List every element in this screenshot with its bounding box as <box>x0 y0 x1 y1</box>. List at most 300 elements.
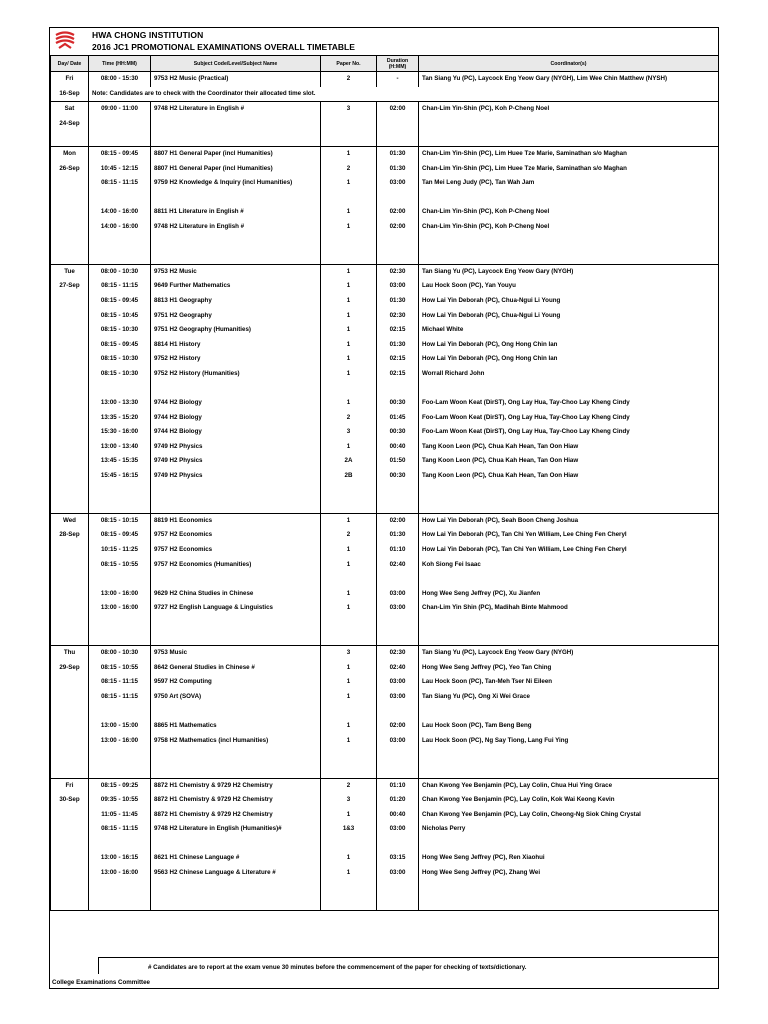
time-cell: 13:35 - 15:20 <box>89 411 151 426</box>
day-cell <box>51 498 89 513</box>
coordinator-cell: How Lai Yin Deborah (PC), Ong Hong Chin Ian <box>419 352 719 367</box>
subject-cell: 8872 H1 Chemistry & 9729 H2 Chemistry <box>151 793 321 808</box>
time-cell: 08:15 - 10:45 <box>89 309 151 324</box>
subject-cell: 9597 H2 Computing <box>151 675 321 690</box>
coordinator-cell <box>419 631 719 646</box>
paper-cell <box>321 837 377 852</box>
table-row <box>51 851 719 866</box>
duration-cell: 03:00 <box>377 601 419 616</box>
duration-cell: 02:15 <box>377 352 419 367</box>
subject-cell <box>151 381 321 396</box>
coordinator-cell: How Lai Yin Deborah (PC), Tan Chi Yen William, Lee Ching Fen Cheryl <box>419 528 719 543</box>
coordinator-cell: Tan Siang Yu (PC), Laycock Eng Yeow Gary (NYGH) <box>419 264 719 279</box>
coordinator-cell: Chan Kwong Yee Benjamin (PC), Lay Colin, Chua Hui Ying Grace <box>419 778 719 793</box>
table-row <box>51 719 719 734</box>
table-row <box>51 425 719 440</box>
subject-cell: 8811 H1 Literature in English # <box>151 205 321 220</box>
table-row <box>51 131 719 146</box>
day-cell <box>51 131 89 146</box>
paper-cell: 2 <box>321 411 377 426</box>
day-cell <box>51 690 89 705</box>
time-cell: 08:15 - 10:30 <box>89 352 151 367</box>
day-cell <box>51 616 89 631</box>
timetable-sheet <box>49 27 719 989</box>
time-cell: 08:15 - 09:45 <box>89 528 151 543</box>
coordinator-cell <box>419 748 719 763</box>
day-cell <box>51 411 89 426</box>
coordinator-cell: Hong Wee Seng Jeffrey (PC), Zhang Wei <box>419 866 719 881</box>
day-cell: 27-Sep <box>51 279 89 294</box>
subject-cell <box>151 895 321 910</box>
time-cell <box>89 498 151 513</box>
document-header <box>50 28 718 55</box>
time-cell: 13:45 - 15:35 <box>89 454 151 469</box>
col-header-day: Day/ Date <box>51 56 89 72</box>
paper-cell <box>321 705 377 720</box>
day-cell <box>51 381 89 396</box>
coordinator-cell: Nicholas Perry <box>419 822 719 837</box>
subject-cell: 9749 H2 Physics <box>151 454 321 469</box>
duration-cell: 02:30 <box>377 264 419 279</box>
time-cell <box>89 631 151 646</box>
paper-cell: 1 <box>321 338 377 353</box>
coordinator-cell <box>419 131 719 146</box>
duration-cell <box>377 381 419 396</box>
duration-cell: 03:00 <box>377 279 419 294</box>
subject-cell: 9750 Art (SOVA) <box>151 690 321 705</box>
duration-cell: 02:40 <box>377 558 419 573</box>
paper-cell: 1 <box>321 309 377 324</box>
paper-cell <box>321 381 377 396</box>
table-row <box>51 396 719 411</box>
day-cell <box>51 396 89 411</box>
coordinator-cell <box>419 249 719 264</box>
table-row <box>51 249 719 264</box>
paper-cell <box>321 484 377 499</box>
table-row <box>51 866 719 881</box>
time-cell: 08:15 - 10:30 <box>89 323 151 338</box>
day-cell: Wed <box>51 513 89 528</box>
subject-cell <box>151 631 321 646</box>
day-cell <box>51 309 89 324</box>
time-cell: 08:15 - 11:15 <box>89 675 151 690</box>
paper-cell: 2 <box>321 528 377 543</box>
paper-cell: 1 <box>321 851 377 866</box>
paper-cell: 2A <box>321 454 377 469</box>
day-cell <box>51 719 89 734</box>
table-row <box>51 279 719 294</box>
coordinator-cell: How Lai Yin Deborah (PC), Chua-Ngui Li Young <box>419 309 719 324</box>
day-cell <box>51 631 89 646</box>
paper-cell: 1 <box>321 176 377 191</box>
paper-cell: 1 <box>321 323 377 338</box>
coordinator-cell <box>419 191 719 206</box>
timetable <box>50 55 719 911</box>
paper-cell: 3 <box>321 646 377 661</box>
day-cell <box>51 587 89 602</box>
time-cell: 13:00 - 15:00 <box>89 719 151 734</box>
duration-cell <box>377 498 419 513</box>
day-cell: 28-Sep <box>51 528 89 543</box>
paper-cell <box>321 191 377 206</box>
paper-cell <box>321 572 377 587</box>
table-row <box>51 352 719 367</box>
subject-cell: 9563 H2 Chinese Language & Literature # <box>151 866 321 881</box>
subject-cell: 9751 H2 Geography (Humanities) <box>151 323 321 338</box>
subject-cell <box>151 484 321 499</box>
duration-cell: 01:20 <box>377 793 419 808</box>
table-row <box>51 881 719 896</box>
time-cell <box>89 235 151 250</box>
paper-cell: 1 <box>321 294 377 309</box>
table-row <box>51 558 719 573</box>
header-row <box>51 56 719 72</box>
paper-cell <box>321 748 377 763</box>
duration-cell <box>377 191 419 206</box>
table-row <box>51 205 719 220</box>
time-cell: 08:15 - 11:15 <box>89 690 151 705</box>
duration-cell: 01:30 <box>377 528 419 543</box>
subject-cell: 8819 H1 Economics <box>151 513 321 528</box>
time-cell: 08:15 - 11:15 <box>89 822 151 837</box>
day-cell <box>51 440 89 455</box>
paper-cell: 1 <box>321 367 377 382</box>
day-cell <box>51 866 89 881</box>
coordinator-cell: Tang Koon Leon (PC), Chua Kah Hean, Tan Oon Hiaw <box>419 469 719 484</box>
paper-cell: 1 <box>321 513 377 528</box>
time-cell <box>89 837 151 852</box>
subject-cell: 8814 H1 History <box>151 338 321 353</box>
day-cell <box>51 294 89 309</box>
day-cell <box>51 249 89 264</box>
day-cell <box>51 572 89 587</box>
day-cell <box>51 837 89 852</box>
table-row <box>51 895 719 910</box>
coordinator-cell <box>419 572 719 587</box>
duration-cell: 03:00 <box>377 587 419 602</box>
paper-cell: 2 <box>321 72 377 87</box>
duration-cell <box>377 881 419 896</box>
paper-cell: 1 <box>321 690 377 705</box>
time-cell: 15:30 - 16:00 <box>89 425 151 440</box>
time-cell: 13:00 - 16:00 <box>89 587 151 602</box>
time-cell <box>89 616 151 631</box>
day-cell: Sat <box>51 102 89 117</box>
time-cell: 08:15 - 09:45 <box>89 338 151 353</box>
time-cell: 08:15 - 11:15 <box>89 279 151 294</box>
subject-cell: 9753 H2 Music (Practical) <box>151 72 321 87</box>
paper-cell <box>321 881 377 896</box>
table-row <box>51 440 719 455</box>
paper-cell: 1 <box>321 220 377 235</box>
day-cell <box>51 367 89 382</box>
coordinator-cell: Chan-Lim Yin-Shin (PC), Lim Huee Tze Marie, Saminathan s/o Maghan <box>419 146 719 161</box>
time-cell: 10:45 - 12:15 <box>89 162 151 177</box>
subject-cell: 9752 H2 History <box>151 352 321 367</box>
duration-cell: 02:15 <box>377 367 419 382</box>
subject-cell <box>151 616 321 631</box>
subject-cell: 8872 H1 Chemistry & 9729 H2 Chemistry <box>151 778 321 793</box>
paper-cell: 3 <box>321 102 377 117</box>
subject-cell: 9748 H2 Literature in English # <box>151 102 321 117</box>
table-row <box>51 498 719 513</box>
paper-cell: 1 <box>321 661 377 676</box>
subject-cell <box>151 131 321 146</box>
coordinator-cell: Chan Kwong Yee Benjamin (PC), Lay Colin, Cheong-Ng Siok Ching Crystal <box>419 808 719 823</box>
duration-cell <box>377 572 419 587</box>
paper-cell: 1 <box>321 205 377 220</box>
time-cell: 08:15 - 10:55 <box>89 558 151 573</box>
subject-cell <box>151 572 321 587</box>
time-cell <box>89 249 151 264</box>
duration-cell: 03:00 <box>377 176 419 191</box>
subject-cell: 9748 H2 Literature in English (Humanities)# <box>151 822 321 837</box>
document-title: 2016 JC1 PROMOTIONAL EXAMINATIONS OVERALL TIMETABLE <box>92 42 355 52</box>
day-cell <box>51 425 89 440</box>
table-row <box>51 528 719 543</box>
col-header-coordinator: Coordinator(s) <box>419 56 719 72</box>
footnote-divider <box>98 957 718 958</box>
time-cell: 15:45 - 16:15 <box>89 469 151 484</box>
duration-cell <box>377 631 419 646</box>
paper-cell: 1 <box>321 396 377 411</box>
coordinator-cell: Hong Wee Seng Jeffrey (PC), Ren Xiaohui <box>419 851 719 866</box>
time-cell <box>89 895 151 910</box>
paper-cell <box>321 895 377 910</box>
day-cell <box>51 191 89 206</box>
coordinator-cell: Worrall Richard John <box>419 367 719 382</box>
subject-cell <box>151 705 321 720</box>
paper-cell <box>321 763 377 778</box>
table-row <box>51 808 719 823</box>
time-cell <box>89 191 151 206</box>
school-name: HWA CHONG INSTITUTION <box>92 30 204 40</box>
time-cell: 13:00 - 13:30 <box>89 396 151 411</box>
day-cell: Tue <box>51 264 89 279</box>
paper-cell: 1 <box>321 558 377 573</box>
table-row <box>51 631 719 646</box>
duration-cell: 01:10 <box>377 778 419 793</box>
table-row <box>51 837 719 852</box>
coordinator-cell <box>419 616 719 631</box>
coordinator-cell: Lau Hock Soon (PC), Ng Say Tiong, Lang Fui Ying <box>419 734 719 749</box>
day-cell <box>51 220 89 235</box>
subject-cell: 9629 H2 China Studies in Chinese <box>151 587 321 602</box>
table-row <box>51 661 719 676</box>
table-row <box>51 778 719 793</box>
coordinator-cell: Foo-Lam Woon Keat (DirST), Ong Lay Hua, Tay-Choo Lay Kheng Cindy <box>419 425 719 440</box>
coordinator-cell: Tan Mei Leng Judy (PC), Tan Wah Jam <box>419 176 719 191</box>
day-cell: 16-Sep <box>51 87 89 102</box>
table-row <box>51 294 719 309</box>
day-cell: Thu <box>51 646 89 661</box>
time-cell: 08:15 - 10:15 <box>89 513 151 528</box>
table-row <box>51 309 719 324</box>
paper-cell: 3 <box>321 425 377 440</box>
coordinator-cell: Foo-Lam Woon Keat (DirST), Ong Lay Hua, Tay-Choo Lay Kheng Cindy <box>419 396 719 411</box>
paper-cell: 3 <box>321 793 377 808</box>
table-row <box>51 338 719 353</box>
subject-cell <box>151 235 321 250</box>
duration-cell: 02:00 <box>377 205 419 220</box>
time-cell: 11:05 - 11:45 <box>89 808 151 823</box>
subject-cell <box>151 763 321 778</box>
time-cell: 08:00 - 10:30 <box>89 646 151 661</box>
subject-cell: 8872 H1 Chemistry & 9729 H2 Chemistry <box>151 808 321 823</box>
subject-cell: 9649 Further Mathematics <box>151 279 321 294</box>
duration-cell: 03:00 <box>377 822 419 837</box>
table-row <box>51 381 719 396</box>
paper-cell <box>321 131 377 146</box>
paper-cell: 1 <box>321 675 377 690</box>
time-cell <box>89 484 151 499</box>
duration-cell: 02:30 <box>377 309 419 324</box>
day-cell <box>51 734 89 749</box>
paper-cell <box>321 117 377 132</box>
paper-cell: 1 <box>321 601 377 616</box>
paper-cell: 1 <box>321 587 377 602</box>
subject-cell <box>151 498 321 513</box>
table-row <box>51 513 719 528</box>
day-cell <box>51 851 89 866</box>
paper-cell: 1 <box>321 264 377 279</box>
day-cell: Fri <box>51 778 89 793</box>
time-cell: 14:00 - 16:00 <box>89 205 151 220</box>
duration-cell <box>377 763 419 778</box>
table-row <box>51 102 719 117</box>
school-crest-icon <box>54 31 76 51</box>
day-cell <box>51 763 89 778</box>
coordinator-cell: Koh Siong Fei Isaac <box>419 558 719 573</box>
subject-cell <box>151 117 321 132</box>
time-cell <box>89 131 151 146</box>
subject-cell: 9744 H2 Biology <box>151 396 321 411</box>
duration-cell: 01:30 <box>377 294 419 309</box>
subject-cell: 8621 H1 Chinese Language # <box>151 851 321 866</box>
table-row <box>51 411 719 426</box>
table-row <box>51 793 719 808</box>
table-row <box>51 176 719 191</box>
table-row <box>51 454 719 469</box>
time-cell: 14:00 - 16:00 <box>89 220 151 235</box>
coordinator-cell <box>419 881 719 896</box>
subject-cell: 9759 H2 Knowledge & Inquiry (incl Humanities) <box>151 176 321 191</box>
duration-cell: 01:30 <box>377 146 419 161</box>
paper-cell: 1 <box>321 543 377 558</box>
coordinator-cell: Michael White <box>419 323 719 338</box>
duration-cell: 00:40 <box>377 808 419 823</box>
day-cell <box>51 748 89 763</box>
table-row <box>51 117 719 132</box>
duration-cell: 02:30 <box>377 646 419 661</box>
paper-cell: 2 <box>321 778 377 793</box>
time-cell <box>89 117 151 132</box>
table-row <box>51 543 719 558</box>
time-cell: 09:35 - 10:55 <box>89 793 151 808</box>
coordinator-cell: Chan-Lim Yin-Shin (PC), Koh P-Cheng Noel <box>419 205 719 220</box>
table-row <box>51 646 719 661</box>
footnote-divider-left <box>98 957 99 974</box>
day-cell <box>51 352 89 367</box>
time-cell: 08:15 - 10:30 <box>89 367 151 382</box>
paper-cell <box>321 616 377 631</box>
duration-cell: 01:10 <box>377 543 419 558</box>
table-row <box>51 690 719 705</box>
table-row <box>51 601 719 616</box>
coordinator-cell <box>419 705 719 720</box>
subject-cell <box>151 881 321 896</box>
coordinator-cell: How Lai Yin Deborah (PC), Chua-Ngui Li Young <box>419 294 719 309</box>
coordinator-cell <box>419 763 719 778</box>
coordinator-cell: Lau Hock Soon (PC), Tam Beng Beng <box>419 719 719 734</box>
table-row <box>51 763 719 778</box>
table-row <box>51 705 719 720</box>
day-cell <box>51 675 89 690</box>
day-cell: Fri <box>51 72 89 87</box>
coordinator-cell <box>419 895 719 910</box>
table-row <box>51 675 719 690</box>
coordinator-cell: Chan-Lim Yin-Shin (PC), Lim Huee Tze Marie, Saminathan s/o Maghan <box>419 162 719 177</box>
table-row <box>51 72 719 87</box>
day-cell <box>51 176 89 191</box>
table-row <box>51 235 719 250</box>
subject-cell: 9757 H2 Economics (Humanities) <box>151 558 321 573</box>
paper-cell: 1 <box>321 808 377 823</box>
table-row <box>51 264 719 279</box>
coordinator-cell: Hong Wee Seng Jeffrey (PC), Yeo Tan Ching <box>419 661 719 676</box>
duration-cell: 01:50 <box>377 454 419 469</box>
coordinator-cell: Tang Koon Leon (PC), Chua Kah Hean, Tan Oon Hiaw <box>419 440 719 455</box>
footnote: # Candidates are to report at the exam venue 30 minutes before the commencement of the paper for checking of texts/dictionary. <box>148 964 527 971</box>
col-header-subject: Subject Code/Level/Subject Name <box>151 56 321 72</box>
time-cell <box>89 705 151 720</box>
subject-cell: 9749 H2 Physics <box>151 440 321 455</box>
time-cell: 08:15 - 09:25 <box>89 778 151 793</box>
duration-cell: 03:15 <box>377 851 419 866</box>
subject-cell: 8642 General Studies in Chinese # <box>151 661 321 676</box>
paper-cell: 1 <box>321 279 377 294</box>
duration-cell <box>377 705 419 720</box>
table-row <box>51 469 719 484</box>
time-cell: 13:00 - 13:40 <box>89 440 151 455</box>
day-cell <box>51 338 89 353</box>
table-row <box>51 323 719 338</box>
table-row <box>51 822 719 837</box>
coordinator-cell: Tan Siang Yu (PC), Laycock Eng Yeow Gary (NYGH), Lim Wee Chin Matthew (NYSH) <box>419 72 719 87</box>
coordinator-cell <box>419 498 719 513</box>
subject-cell: 9751 H2 Geography <box>151 309 321 324</box>
duration-cell: 01:30 <box>377 162 419 177</box>
day-cell: Mon <box>51 146 89 161</box>
time-cell: 10:15 - 11:25 <box>89 543 151 558</box>
table-row <box>51 162 719 177</box>
day-cell <box>51 543 89 558</box>
duration-cell: 02:15 <box>377 323 419 338</box>
committee-label: College Examinations Committee <box>52 979 150 986</box>
paper-cell: 1 <box>321 352 377 367</box>
time-cell: 08:15 - 09:45 <box>89 146 151 161</box>
subject-cell <box>151 191 321 206</box>
col-header-time: Time (HH:MM) <box>89 56 151 72</box>
paper-cell: 1 <box>321 440 377 455</box>
subject-cell: 9757 H2 Economics <box>151 528 321 543</box>
subject-cell: 9757 H2 Economics <box>151 543 321 558</box>
duration-cell: 00:30 <box>377 469 419 484</box>
duration-cell: 03:00 <box>377 734 419 749</box>
time-cell <box>89 381 151 396</box>
subject-cell: 8807 H1 General Paper (incl Humanities) <box>151 162 321 177</box>
paper-cell <box>321 235 377 250</box>
